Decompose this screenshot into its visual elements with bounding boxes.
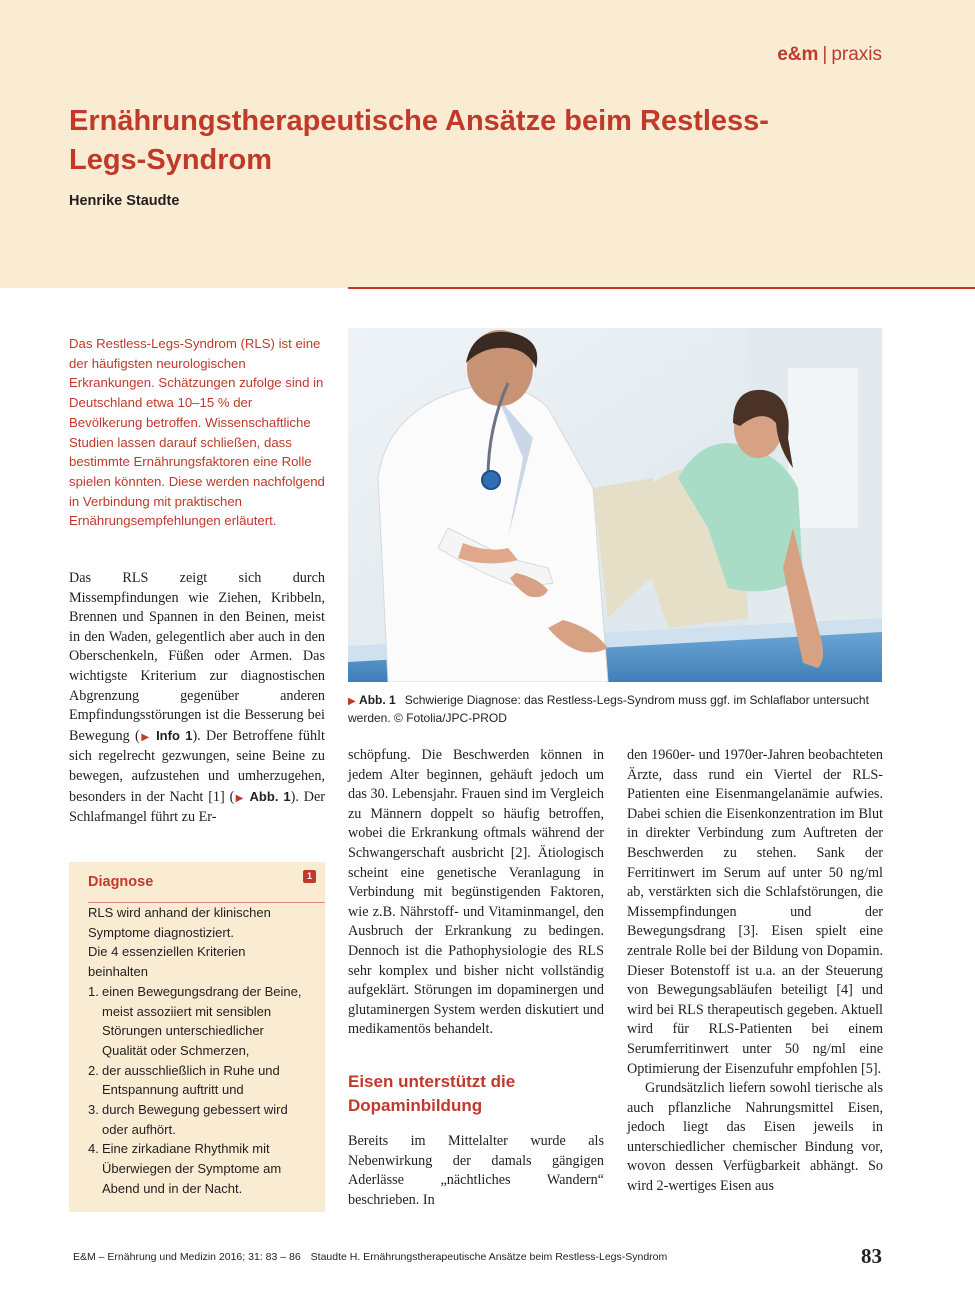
criteria-number: 4. bbox=[88, 1141, 99, 1157]
journal-brand: e&m bbox=[777, 44, 819, 65]
section-name: praxis bbox=[831, 44, 882, 65]
criteria-item bbox=[88, 1061, 308, 1100]
figure-label: Abb. 1 bbox=[359, 693, 396, 707]
figure-caption-text: Schwierige Diagnose: das Restless-Legs-Syndrom muss ggf. im Schlaflabor untersucht werden. © Fotolia/JPC-PROD bbox=[348, 693, 869, 725]
body-text: ). Der Schlafmangel führt zu Er- bbox=[69, 788, 325, 826]
info-box-reference-link[interactable]: Info 1 bbox=[156, 727, 193, 743]
criteria-item bbox=[88, 1139, 308, 1198]
criteria-text: Eine zirkadiane Rhythmik mit Überwiegen der Symptome am Abend und in der Nacht. bbox=[102, 1141, 282, 1196]
triangle-arrow-icon: ▶ bbox=[139, 731, 151, 743]
info-box-intro: RLS wird anhand der klinischen Symptome diagnostiziert. bbox=[88, 905, 271, 940]
figure-caption bbox=[348, 692, 882, 727]
criteria-text: der ausschließlich in Ruhe und Entspannung auftritt und bbox=[102, 1062, 280, 1098]
info-box-heading: Diagnose bbox=[88, 874, 154, 890]
info-box-intro: Die 4 essenziellen Kriterien beinhalten bbox=[88, 944, 246, 980]
abstract: Das Restless-Legs-Syndrom (RLS) ist eine der häufigsten neurologischen Erkrankungen. Schätzungen zufolge sind in Deutschland etwa 10–15 % der Bevölkerung betroffen. Wissenschaftliche Studien lassen darauf schließen, dass bestimmte Ernährungsfaktoren eine Rolle spielen könnten. Diese werden nachfolgend in Verbindung mit praktischen Ernährungsempfehlungen erläutert. bbox=[69, 336, 325, 529]
criteria-text: einen Bewegungsdrang der Beine, meist assoziiert mit sensiblen Störungen unterschiedlicher Qualität oder Schmerzen, bbox=[102, 983, 302, 1058]
body-paragraph: den 1960er- und 1970er-Jahren beobachteten Ärzte, dass rund ein Viertel der RLS-Patienten eine Eisenmangelanämie aufwies. Dabei schien die Eisenkonzentration im Blut in direkter Verbindung zum Auftreten der Beschwerden zu stehen. Sank der Ferritinwert im Serum auf unter 50 ng/ml ab, verstärkten sich die Schlafstörungen, die Missempfindungen und der Bewegungsdrang [3]. Eisen spielt eine zentrale Rolle bei der Bildung von Dopamin. Dieser Botenstoff ist u.a. an der Steuerung von Bewegungsabläufen beteiligt [4] und wird bei RLS therapeutisch gegeben. Aktuell wird für RLS-Patienten bei einem Serumferritinwert unter 50 ng/ml eine Optimierung der Eisenzufuhr empfohlen [5]. bbox=[627, 747, 883, 1077]
section-separator: | bbox=[822, 44, 828, 65]
info-box-diagnose bbox=[69, 862, 325, 1212]
body-text: Das RLS zeigt sich durch Missempfindungen wie Ziehen, Kribbeln, Brennen und Spannen in den Beinen, meist in den Waden, gelegentlich aber auch in den Oberschenkeln, Füßen oder Armen. Das wichtigste Kriterium zur diagnostischen Abgrenzung gegenüber anderen Empfindungsstörungen ist die Besserung bei Bewegung ( bbox=[69, 570, 325, 744]
footer-journal: E&M – Ernährung und Medizin 2016; 31: 83 – 86 bbox=[73, 1251, 301, 1263]
body-paragraph: Bereits im Mittelalter wurde als Nebenwirkung der damals gängigen Aderlässe „nächtliches Wandern“ beschrieben. In bbox=[348, 1132, 604, 1208]
footer-citation: Staudte H. Ernährungstherapeutische Ansätze beim Restless-Legs-Syndrom bbox=[310, 1251, 668, 1263]
criteria-number: 1. bbox=[88, 983, 99, 999]
section-label bbox=[777, 44, 882, 66]
page-number: 83 bbox=[861, 1244, 882, 1268]
section-heading: Eisen unterstützt die Dopaminbildung bbox=[348, 1071, 516, 1115]
body-column-2 bbox=[348, 746, 604, 1210]
info-box-number-badge: 1 bbox=[303, 870, 316, 883]
info-box-body bbox=[88, 903, 308, 1199]
page-footer bbox=[73, 1251, 667, 1263]
criteria-number: 2. bbox=[88, 1062, 99, 1078]
triangle-arrow-icon: ▶ bbox=[348, 696, 356, 707]
article-title: Ernährungstherapeutische Ansätze beim Restless-Legs-Syndrom bbox=[69, 105, 769, 176]
body-paragraph: schöpfung. Die Beschwerden können in jedem Alter beginnen, gehäuft jedoch um das 30. Lebensjahr. Frauen sind im Vergleich zu Männern doppelt so häufig betroffen, wobei die Erkrankung oftmals während der Schwangerschaft ausbricht [2]. Ätiologisch scheint eine genetische Veranlagung in Verbindung mit begünstigenden Faktoren, wie z.B. Nährstoff- und Vitaminmangel, den Ausbruch der Erkrankung zu bedingen. Dennoch ist die Pathophysiologie des RLS sehr komplex und bisher nicht vollständig aufgeklärt. Störungen im dopaminergen und glutaminergen System werden diskutiert und medikamentös behandelt. bbox=[348, 747, 604, 1038]
criteria-item bbox=[88, 1100, 308, 1139]
triangle-arrow-icon: ▶ bbox=[234, 792, 245, 804]
criteria-text: durch Bewegung gebessert wird oder aufhört. bbox=[102, 1102, 288, 1137]
body-text: ). Der Betroffene fühlt sich regelrecht gezwungen, seine Beine zu bewegen, aufzustehen und umherzugehen, besonders in der Nacht [1] ( bbox=[69, 727, 325, 805]
article-author: Henrike Staudte bbox=[69, 193, 180, 209]
figure-photo-doctor-patient bbox=[348, 328, 882, 682]
criteria-number: 3. bbox=[88, 1102, 99, 1118]
figure-reference-link[interactable]: Abb. 1 bbox=[249, 788, 291, 804]
body-column-3 bbox=[627, 746, 883, 1197]
body-column-1 bbox=[69, 569, 325, 828]
criteria-item bbox=[88, 982, 308, 1061]
criteria-list bbox=[88, 982, 308, 1199]
header-rule bbox=[348, 287, 975, 289]
body-paragraph: Grundsätzlich liefern sowohl tierische als auch pflanzliche Nahrungsmittel Eisen, jedoch liegt das Eisen jeweils in unterschiedlicher chemischer Bindung vor, wovon dessen Verfügbarkeit abhängt. So wird 2-wertiges Eisen aus bbox=[627, 1080, 883, 1195]
